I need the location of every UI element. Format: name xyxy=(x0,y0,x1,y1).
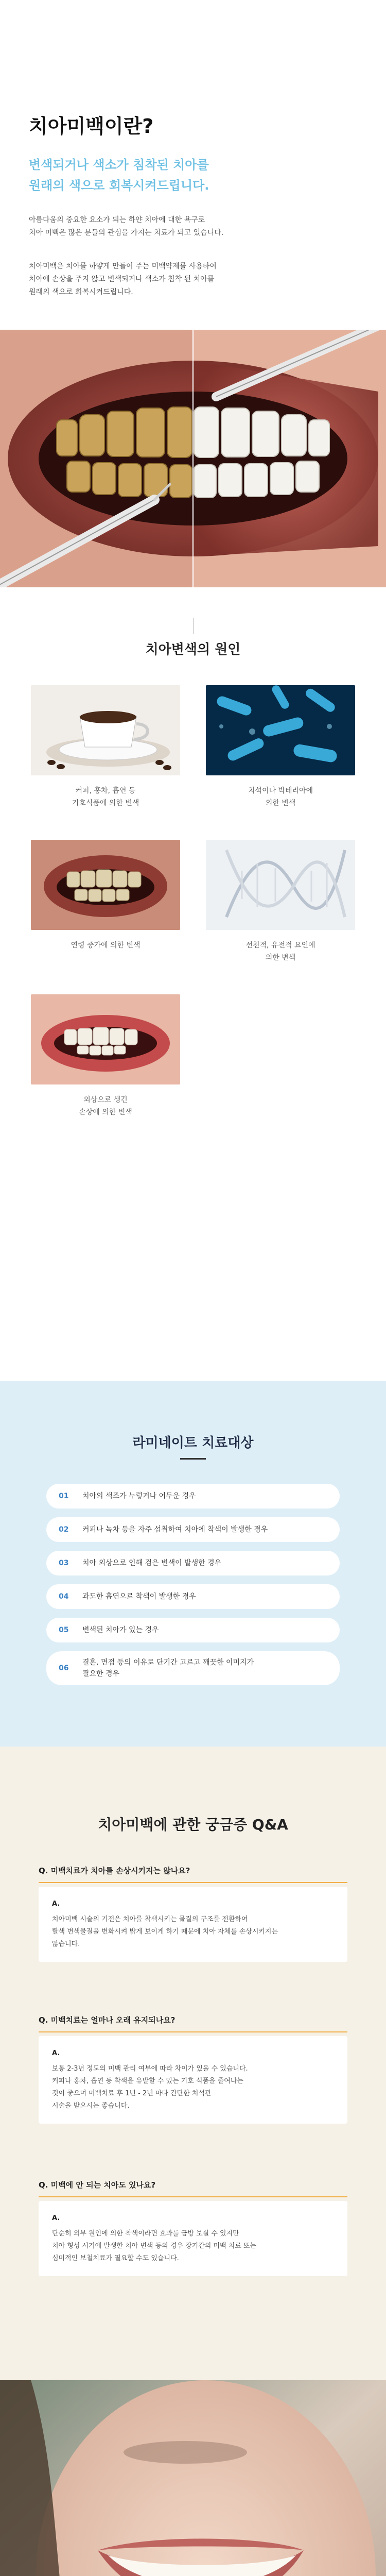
qa-question: Q. 미백치료는 얼마나 오래 유지되나요? xyxy=(39,2014,347,2032)
laminate-row: 04 과도한 흡연으로 착색이 발생한 경우 xyxy=(46,1584,340,1609)
bacteria-image xyxy=(206,685,355,775)
cause-caption: 선천적, 유전적 요인에 의한 변색 xyxy=(245,941,315,962)
intro-lead: 변색되거나 색소가 침착된 치아를 원래의 색으로 회복시켜드립니다. xyxy=(29,158,209,193)
laminate-row: 01 치아의 색조가 누렇거나 어두운 경우 xyxy=(46,1484,340,1509)
qa-answer: A. 치아미백 시술의 기전은 치아를 착색시키는 물질의 구조를 전환하여 탈색 변색물질을 변화시켜 밝게 보이게 하기 때문에 치아 자체를 손상시키지는 않습니다. xyxy=(39,1887,347,1962)
cause-item xyxy=(206,840,355,964)
page-title: 치아미백이란? xyxy=(29,115,154,138)
cause-caption: 커피, 홍차, 흡연 등 기호식품에 의한 변색 xyxy=(72,787,139,807)
title-underline xyxy=(180,1458,206,1460)
qa-title: 치아미백에 관한 궁금증 Q&A xyxy=(98,1816,288,1833)
qa-answer: A. 보통 2-3년 정도의 미백 관리 여부에 따라 차이가 있을 수 있습니다. 커피나 홍차, 흡연 등 착색을 유발할 수 있는 기호 식품을 줄여나는 것이 좋으며 미백치료 후 1년 - 2년 마다 간단한 치석관 시술을 받으시는 좋습니다. xyxy=(39,2036,347,2124)
smile-teeth-image xyxy=(31,994,180,1084)
cause-caption: 외상으로 생긴 손상에 의한 변색 xyxy=(79,1096,132,1116)
qa-question: Q. 미백치료가 치아를 손상시키지는 않나요? xyxy=(39,1865,347,1883)
divider-line xyxy=(193,618,194,634)
causes-section xyxy=(0,587,386,1381)
qa-answer: A. 단순히 외부 원인에 의한 착색이라면 효과를 금방 보실 수 있지만 치아 형성 시기에 발생한 치아 변색 등의 경우 장기간의 미백 치료 또는 심미적인 보철치료가 필요할 수도 있습니다. xyxy=(39,2201,347,2276)
intro-section xyxy=(0,0,386,587)
cause-item xyxy=(31,994,180,1118)
laminate-row: 06 결혼, 면접 등의 이유로 단기간 고르고 깨끗한 이미지가 필요한 경우 xyxy=(46,1651,340,1685)
laminate-section xyxy=(0,1381,386,1747)
coffee-image xyxy=(31,685,180,775)
cause-item xyxy=(206,685,355,809)
cause-caption: 연령 증가에 의한 변색 xyxy=(71,941,141,950)
laminate-row: 03 치아 외상으로 인해 검은 변색이 발생한 경우 xyxy=(46,1551,340,1575)
smiling-woman-image xyxy=(0,2380,386,2576)
qa-section xyxy=(0,1747,386,2380)
qa-question: Q. 미백에 안 되는 치아도 있나요? xyxy=(39,2179,347,2197)
laminate-title: 라미네이트 치료대상 xyxy=(132,1435,254,1451)
laminate-row: 02 커피나 녹차 등을 자주 섭취하여 치아에 착색이 발생한 경우 xyxy=(46,1517,340,1542)
cause-caption: 치석이나 박테리아에 의한 변색 xyxy=(248,787,313,807)
before-after-teeth-image xyxy=(0,330,386,587)
cause-item xyxy=(31,685,180,809)
dna-image xyxy=(206,840,355,930)
laminate-row: 05 변색된 치아가 있는 경우 xyxy=(46,1618,340,1642)
cause-item xyxy=(31,840,180,952)
causes-title: 치아변색의 원인 xyxy=(145,642,241,657)
elderly-teeth-image xyxy=(31,840,180,930)
intro-paragraph-2: 치아미백은 치아를 하얗게 만들어 주는 미백약제를 사용하여 치아에 손상을 주지 않고 변색되거나 색소가 침착 된 치아를 원래의 색으로 회복시켜드립니다. xyxy=(29,262,217,296)
intro-paragraph-1: 아름다움의 중요한 요소가 되는 하얀 치아에 대한 욕구로 치아 미백은 많은 분들의 관심을 가지는 치료가 되고 있습니다. xyxy=(29,216,224,237)
